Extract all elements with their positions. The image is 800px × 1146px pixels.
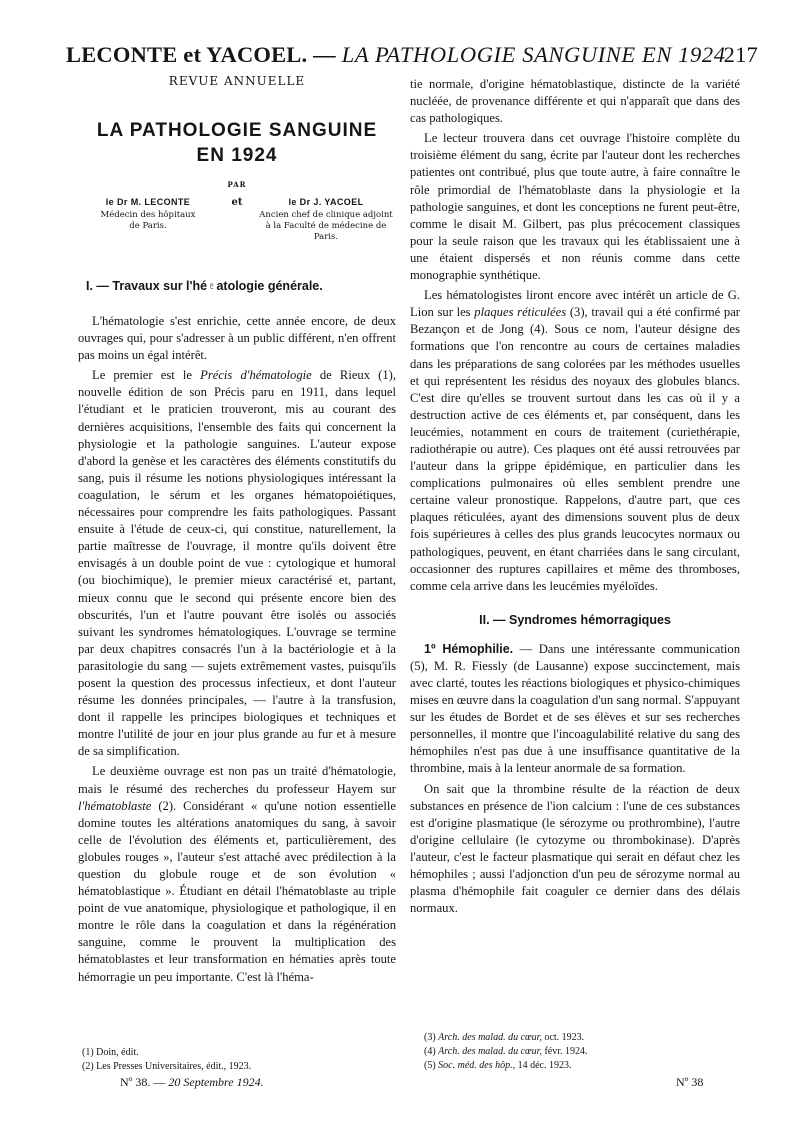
right-paragraph-2: Le lecteur trouvera dans cet ouvrage l'histoire complète du troisième élément du sang, écrite par l'auteur dont les recherches patientes ont contribué, plus que toute autre, à faire connaître le rôle primordial de l'hématoblaste dans la physiologie et la pathologie sanguines, et dont les conceptions ne furent peut-être, comme le disait M. Gilbert, pas plus précocement classiques pour la seule raison que les travaux qui les établissaient une à une étaient dispersés et non réunis comme dans cette monographie synthétique.	[410, 131, 740, 283]
footnote-4-num: (4)	[424, 1046, 439, 1057]
p2-italic-title: Précis d'hématologie	[200, 368, 312, 383]
author-2-role-line2: à la Faculté de médecine de Paris.	[265, 221, 387, 242]
issue-number-right: Nº 38	[676, 1075, 704, 1089]
article-kicker: REVUE ANNUELLE	[168, 74, 306, 88]
right-paragraph-3	[410, 287, 740, 595]
par-label: PAR	[227, 180, 247, 189]
author-block	[78, 197, 396, 243]
p3-text-a: Le deuxième ouvrage est non pas un traité d'hématologie, mais le résumé des recherches du professeur Hayem sur	[78, 764, 396, 796]
s2p1-text: — Dans une intéressante communication (5), M. R. Fiessly (de Lausanne) expose succinctement, mais avec clarté, toutes les réactions biologiques et physico-chimiques mises en œuvre dans la coagulation d'un sang normal. S'appuyant sur les études de Bordet et de ses élèves et sur ses recherches personnelles, il montre que l'incoagulabilité relative du sang des hémophiles n'est pas due à une insuffisance quantitative de la thrombine, mais à la lenteur anormale de sa formation.	[410, 641, 740, 776]
article-title	[78, 118, 396, 168]
section-2-paragraph-1	[410, 641, 740, 778]
section-1-paragraph-3	[78, 763, 396, 985]
author-1-role	[78, 210, 218, 232]
issue-left-num: Nº 38. —	[120, 1075, 169, 1089]
footnote-5-num: (5)	[424, 1060, 439, 1071]
section-2-heading: II. — Syndromes hémorragiques	[479, 612, 671, 627]
p2-text-a: Le premier est le	[92, 368, 201, 383]
author-1-role-line2: de Paris.	[129, 221, 167, 231]
footnote-4-journal: Arch. des malad. du cœur,	[438, 1046, 542, 1057]
right-column	[410, 76, 740, 917]
footnote-3	[424, 1031, 724, 1045]
running-head-authors: LECONTE et YACOEL. —	[66, 42, 336, 67]
author-2-role-line1: Ancien chef de clinique adjoint	[259, 210, 393, 220]
section-1-paragraph-1: L'hématologie s'est enrichie, cette année encore, de deux ouvrages qui, pour s'adresser à un public différent, n'en offrent pas moins un égal intérêt.	[78, 314, 396, 363]
left-column	[78, 74, 396, 986]
author-1-role-line1: Médecin des hôpitaux	[100, 210, 196, 220]
article-title-line2: EN 1924	[196, 145, 278, 166]
hemophilie-heading: 1º Hémophilie.	[424, 641, 514, 656]
footnote-3-journal: Arch. des malad. du cœur,	[438, 1032, 542, 1043]
rp3-text-a: Les hématologistes liront encore avec intérêt un article de G. Lion sur les	[410, 288, 740, 320]
section-1-heading: I. — Travaux sur l'hé♇atologie générale.	[86, 279, 323, 293]
article-title-line1: LA PATHOLOGIE SANGUINE	[96, 120, 378, 141]
footnote-2: (2) Les Presses Universitaires, édit., 1923.	[82, 1061, 252, 1072]
footnote-3-date: oct. 1923.	[541, 1032, 585, 1043]
right-paragraph-1: tie normale, d'origine hématoblastique, distincte de la variété nucléée, de provenance différente et qui n'apparaît que dans des cas pathologiques.	[410, 77, 740, 126]
page-number: 217	[723, 42, 758, 67]
p2-text-b: de Rieux (1), nouvelle édition de son Précis paru en 1911, dans lequel l'étudiant et le praticien trouveront, mis au courant des dernières acquisitions, l'ensemble des faits qui concernent la physiologie et la pathologie sanguines. L'auteur expose d'abord la genèse et les caractères des éléments constitutifs du sang, puis il résume les notions physiologiques intéressant la coagulation, le sérum et les organes hématopoiétiques, nécessaires pour comprendre les faits pathologiques. Passant ensuite à l'étude de ceux-ci, qui constitue, naturellement, la partie maîtresse de l'ouvrage, il montre qu'ils doivent être envisagés à un double point de vue : cytologique et humoral (ou biochimique), le premier mieux caractérisé et, partant, mieux connu que le second qui présente encore bien des obscurités, l'un et l'autre pouvant être isolés ou associés suivant les syndromes hématologiques. L'ouvrage se termine par deux chapitres consacrés l'un à la bactériologie et à la parasitologie du sang — sujets extrêmement vastes, puisqu'ils posent la question des processus infectieux, et dont l'auteur résume les données principales, — l'autre à la transfusion, dont il rappelle les principes biologiques et techniques et montre l'utilité de jour en jour plus grande au fur et à mesure de sa simplification.	[78, 368, 396, 759]
footnote-4	[424, 1045, 724, 1059]
issue-number-left	[120, 1075, 264, 1090]
issue-left-date: 20 Septembre 1924.	[168, 1075, 264, 1089]
footnote-5	[424, 1059, 724, 1073]
footnote-3-num: (3)	[424, 1032, 439, 1043]
author-2-name: le Dr J. YACOEL	[288, 197, 364, 207]
author-1-name: le Dr M. LECONTE	[105, 197, 191, 207]
running-head	[66, 42, 758, 68]
author-2-role	[256, 210, 396, 243]
footnotes-right	[424, 1031, 724, 1073]
author-2	[256, 197, 396, 243]
footnotes-left	[82, 1046, 382, 1074]
footnote-1: (1) Doin, édit.	[82, 1047, 139, 1058]
p3-text-b: (2). Considérant « qu'une notion essentielle domine toutes les altérations anatomiques du sang, à savoir celle de l'évolution des éléments et, particulièrement, des globules rouges », l'auteur s'est attaché avec prédilection à la question du globule rouge et de son évolution « hématoblastique ». Étudiant en détail l'hématoblaste au triple point de vue anatomique, physiologique et pathologique, il en montre le rôle dans la coagulation et dans la régénération sanguine, comme le prouvent la multiplication des hématoblastes et leur transformation en hématies après toute hémorragie un peu importante. C'est là l'héma-	[78, 798, 396, 984]
section-2-paragraph-2: On sait que la thrombine résulte de la réaction de deux substances en présence de l'ion calcium : l'une de ces substances est d'origine plasmatique (le sérozyme ou prothrombine), l'autre d'origine cellulaire (le cytozyme ou thrombokinase). D'après l'auteur, c'est le facteur plasmatique qui serait en défaut chez les hémophiles ; aussi l'adjonction d'un peu de sérozyme normal au plasma d'hémophile fait coaguler ce dernier dans des délais normaux.	[410, 781, 740, 916]
footnote-5-journal: Soc. méd. des hôp.,	[438, 1060, 516, 1071]
p3-italic-term: l'hématoblaste	[78, 798, 152, 813]
authors-conjunction: et	[231, 197, 243, 208]
footnote-5-date: 14 déc. 1923.	[515, 1060, 572, 1071]
footnote-4-date: févr. 1924.	[541, 1046, 588, 1057]
rp3-text-b: (3), travail qui a été confirmé par Bezançon et de Jong (4). Sous ce nom, l'auteur désigne des formations que l'on rencontre au cours de certaines maladies dans les préparations de sang colorées par les méthodes usuelles et qui représentent les résidus des noyaux des globules blancs. C'est dire qu'elles se trouvent surtout dans les cas où il y a destruction active de ces éléments et, par conséquent, dans les leucémies, notamment en cours de traitement (curiethérapie, radiothérapie ou autre). Ces plaques ont été aussi retrouvées par l'auteur dans la grippe épidémique, en particulier dans les complications pulmonaires où elles semblent prendre une certaine valeur pronostique. Rappelons, d'autre part, que ces plaques réticulées, ayant des dimensions souvent plus de deux fois supérieures à celles des plus grands leucocytes normaux ou pathologiques, peuvent, en étant charriées dans le sang circulant, occasionner des ruptures capillaires et même des thromboses, comme cela arrive dans les leucémies myéloïdes.	[410, 305, 740, 593]
section-1-paragraph-2	[78, 367, 396, 760]
rp3-italic-term: plaques réticulées	[474, 305, 567, 320]
author-1	[78, 197, 218, 232]
running-head-title: LA PATHOLOGIE SANGUINE EN 1924	[341, 42, 726, 67]
